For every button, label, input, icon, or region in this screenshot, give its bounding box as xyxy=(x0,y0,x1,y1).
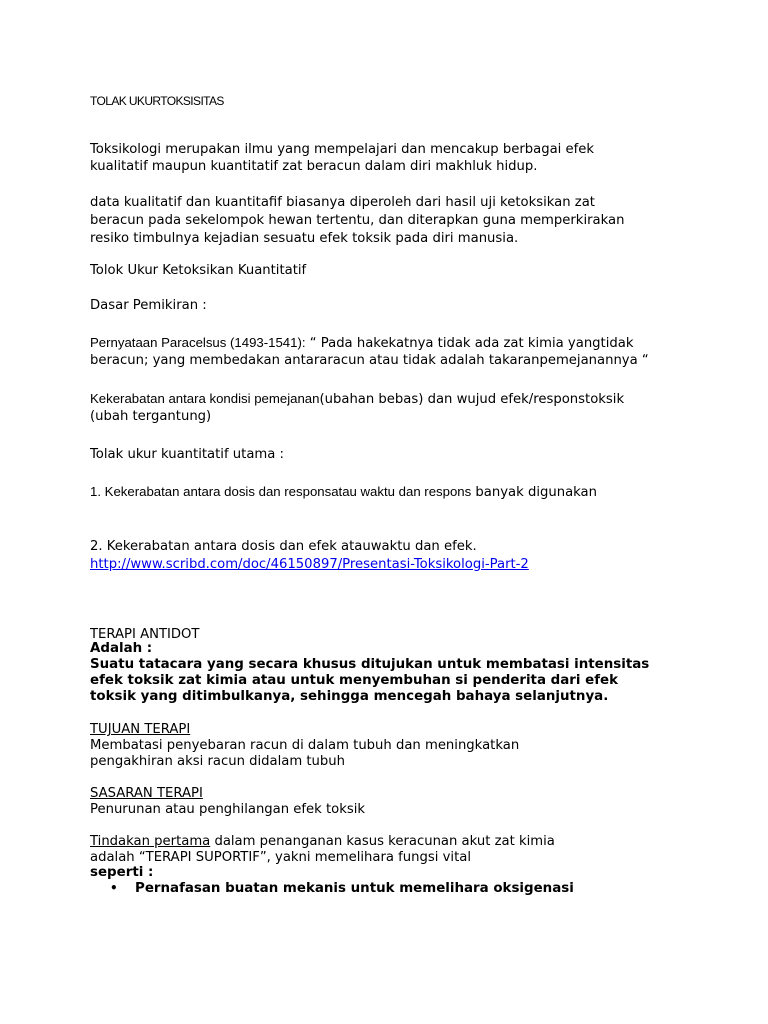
tindakan-rest: dalam penanganan kasus keracunan akut zat kimia xyxy=(210,834,555,849)
terapi-adalah: Adalah : xyxy=(90,641,153,656)
kekerabatan-line-2: (ubah tergantung) xyxy=(90,409,212,424)
intro-line-2: kualitatif maupun kuantitatif zat beracun dalam diri makhluk hidup. xyxy=(90,159,538,174)
list-item-1 xyxy=(90,483,597,501)
tujuan-line-1: Membatasi penyebaran racun di dalam tubuh dan meningkatkan xyxy=(90,738,520,753)
terapi-title: TERAPI ANTIDOT xyxy=(90,627,200,642)
tindakan-line-2: adalah “TERAPI SUPORTIF”, yakni memelihara fungsi vital xyxy=(90,850,471,865)
paracelsus-line-1 xyxy=(90,334,633,352)
list-item-1-rest: banyak digunakan xyxy=(471,485,597,500)
paracelsus-quote-start: “ Pada hakekatnya tidak ada zat kimia yangtidak xyxy=(305,336,634,351)
kekerabatan-lead: Kekerabatan antara kondisi pemejanan xyxy=(90,391,320,406)
tujuan-title: TUJUAN TERAPI xyxy=(90,722,191,737)
document-title: TOLAK UKURTOKSISITAS xyxy=(90,94,224,108)
tujuan-line-2: pengakhiran aksi racun didalam tubuh xyxy=(90,754,345,769)
intro-line-1: Toksikologi merupakan ilmu yang mempelajari dan mencakup berbagai efek xyxy=(90,142,595,157)
terapi-definition-line-2: efek toksik zat kimia atau untuk menyembuhan si penderita dari efek xyxy=(90,673,619,688)
dasar-pemikiran: Dasar Pemikiran : xyxy=(90,298,207,313)
bullet-item-1: Pernafasan buatan mekanis untuk memelihara oksigenasi xyxy=(135,881,574,896)
scribd-link[interactable]: http://www.scribd.com/doc/46150897/Presentasi-Toksikologi-Part-2 xyxy=(90,557,529,572)
list-item-1-lead: 1. Kekerabatan antara dosis dan responsatau waktu dan respons xyxy=(90,484,472,499)
data-paragraph-line-1: data kualitatif dan kuantitafif biasanya diperoleh dari hasil uji ketoksikan zat xyxy=(90,195,595,210)
terapi-definition-line-1: Suatu tatacara yang secara khusus ditujukan untuk membatasi intensitas xyxy=(90,657,650,672)
tindakan-line-1 xyxy=(90,833,555,850)
sasaran-title: SASARAN TERAPI xyxy=(90,786,203,801)
paracelsus-lead: Pernyataan Paracelsus (1493-1541): xyxy=(90,335,306,350)
tindakan-line-3: seperti : xyxy=(90,865,154,880)
kekerabatan-line-1 xyxy=(90,390,624,408)
sasaran-line-1: Penurunan atau penghilangan efek toksik xyxy=(90,802,366,817)
list-item-2: 2. Kekerabatan antara dosis dan efek atauwaktu dan efek. xyxy=(90,539,477,554)
kekerabatan-rest: (ubahan bebas) dan wujud efek/responstoksik xyxy=(319,392,625,407)
tolak-ukur-utama: Tolak ukur kuantitatif utama : xyxy=(90,447,284,462)
paracelsus-line-2: beracun; yang membedakan antararacun atau tidak adalah takaranpemejanannya “ xyxy=(90,353,649,368)
data-paragraph-line-3: resiko timbulnya kejadian sesuatu efek toksik pada diri manusia. xyxy=(90,231,519,246)
heading-kuantitatif: Tolok Ukur Ketoksikan Kuantitatif xyxy=(90,263,307,278)
bullet-dot-icon: • xyxy=(110,881,118,895)
tindakan-lead: Tindakan pertama xyxy=(90,834,211,849)
data-paragraph-line-2: beracun pada sekelompok hewan tertentu, dan diterapkan guna memperkirakan xyxy=(90,213,625,228)
terapi-definition-line-3: toksik yang ditimbulkanya, sehingga mencegah bahaya selanjutnya. xyxy=(90,689,609,704)
